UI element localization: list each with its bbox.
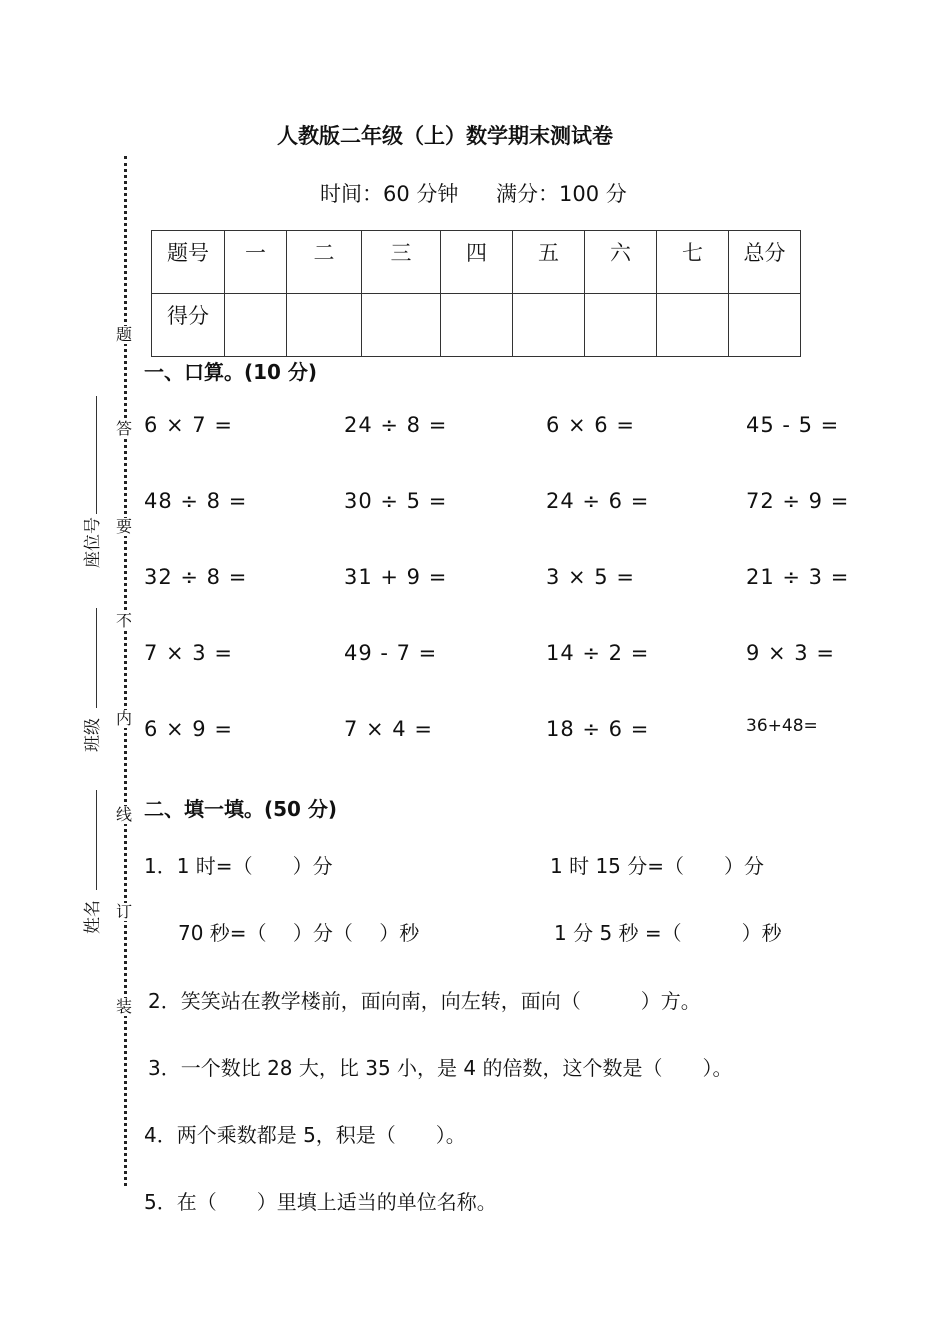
binding-dotted-line [124,156,127,1186]
header-cell: 二 [287,231,362,294]
calc-item: 30 ÷ 5 = [344,489,448,513]
calc-item: 6 × 9 = [144,717,233,741]
header-cell: 六 [585,231,657,294]
question-1a: 1．1 时=（ ）分 [144,854,333,878]
calc-item: 3 × 5 = [546,565,635,589]
score-cell[interactable] [225,294,287,357]
binding-char-ding: 订 [115,902,132,921]
seat-number-label: 座位号 [83,517,103,568]
question-2: 2．笑笑站在教学楼前，面向南，向左转，面向（ ）方。 [148,989,701,1013]
question-4: 4．两个乘数都是 5，积是（ ）。 [144,1123,466,1147]
name-label: 姓名 [83,900,103,934]
calc-item: 24 ÷ 6 = [546,489,650,513]
score-table [151,230,801,357]
binding-char-da: 答 [115,419,132,438]
calc-item: 6 × 6 = [546,413,635,437]
binding-char-yao: 要 [115,517,132,536]
score-cell[interactable] [441,294,513,357]
name-line[interactable] [96,790,97,890]
calc-item: 48 ÷ 8 = [144,489,248,513]
question-3: 3．一个数比 28 大，比 35 小，是 4 的倍数，这个数是（ ）。 [148,1056,733,1080]
header-cell: 七 [657,231,729,294]
header-cell: 五 [513,231,585,294]
binding-char-xian: 线 [115,805,132,824]
calc-item: 6 × 7 = [144,413,233,437]
binding-char-nei: 内 [115,709,132,728]
calc-item: 7 × 4 = [344,717,433,741]
calc-item: 18 ÷ 6 = [546,717,650,741]
class-label: 班级 [83,718,103,752]
calc-item: 9 × 3 = [746,641,835,665]
header-cell: 题号 [152,231,225,294]
calc-item: 7 × 3 = [144,641,233,665]
calc-item: 31 + 9 = [344,565,448,589]
calc-item: 32 ÷ 8 = [144,565,248,589]
calc-item: 21 ÷ 3 = [746,565,850,589]
score-row-label: 得分 [152,294,225,357]
section1-heading: 一、口算。(10 分) [144,360,318,384]
score-table-header-row [152,231,801,294]
score-cell[interactable] [657,294,729,357]
calc-item: 49 - 7 = [344,641,438,665]
class-line[interactable] [96,608,97,708]
question-5: 5．在（ ）里填上适当的单位名称。 [144,1190,497,1214]
calc-item: 45 - 5 = [746,413,840,437]
page-title: 人教版二年级（上）数学期末测试卷 [277,124,613,148]
score-table-score-row [152,294,801,357]
score-cell[interactable] [513,294,585,357]
calc-item: 14 ÷ 2 = [546,641,650,665]
header-cell: 三 [362,231,441,294]
calc-item: 36+48= [746,716,818,736]
full-score-info: 满分：100 分 [496,182,627,206]
calc-item: 24 ÷ 8 = [344,413,448,437]
question-1c: 70 秒=（ ）分（ ）秒 [178,921,420,945]
score-cell[interactable] [585,294,657,357]
binding-char-zhuang: 装 [115,997,132,1016]
seat-number-line[interactable] [96,396,97,514]
binding-char-bu: 不 [115,611,132,630]
header-cell: 四 [441,231,513,294]
time-info: 时间：60 分钟 [320,182,459,206]
score-cell[interactable] [362,294,441,357]
question-1b: 1 时 15 分=（ ）分 [550,854,765,878]
header-cell: 总分 [729,231,801,294]
question-1d: 1 分 5 秒 =（ ）秒 [554,921,782,945]
calc-item: 72 ÷ 9 = [746,489,850,513]
score-cell[interactable] [287,294,362,357]
score-cell[interactable] [729,294,801,357]
section2-heading: 二、填一填。(50 分) [144,797,338,821]
header-cell: 一 [225,231,287,294]
binding-char-ti: 题 [115,325,132,344]
